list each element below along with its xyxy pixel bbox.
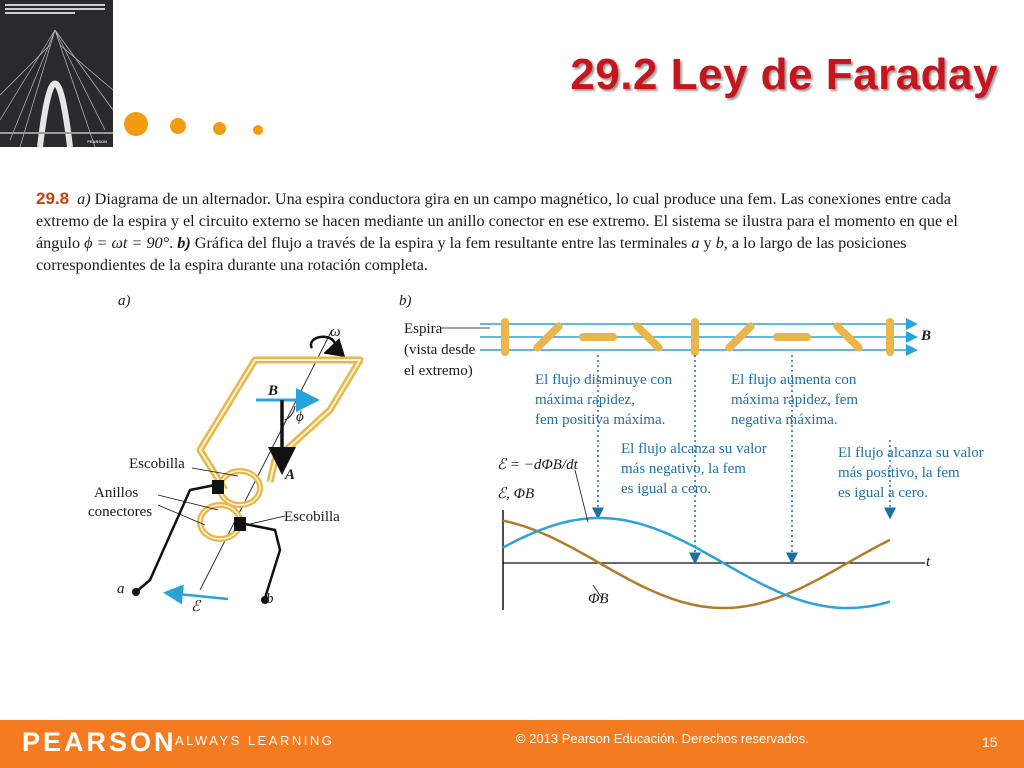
figure-caption bbox=[36, 188, 996, 276]
note-flux-increasing-l3: negativa máxima. bbox=[731, 412, 838, 428]
decorative-dot bbox=[213, 122, 226, 135]
figure-a-label: a) bbox=[118, 293, 131, 309]
figure-b-label: b) bbox=[399, 293, 412, 309]
alternator-diagram bbox=[80, 310, 380, 620]
espira-label-line3: el extremo) bbox=[404, 363, 473, 379]
terminal-b-label: b bbox=[266, 591, 274, 607]
espira-label-line2: (vista desde bbox=[404, 342, 476, 358]
a-vector-label: A bbox=[285, 467, 296, 483]
slide-title: 29.2 Ley de Faraday bbox=[570, 50, 998, 99]
footer-tagline: ALWAYS LEARNING bbox=[175, 733, 335, 748]
cover-publisher: PEARSON bbox=[87, 139, 107, 144]
note-flux-min-l2: más negativo, la fem bbox=[621, 461, 746, 477]
escobilla-bottom-label: Escobilla bbox=[284, 509, 340, 525]
note-flux-min-l3: es igual a cero. bbox=[621, 481, 711, 497]
note-flux-min-l1: El flujo alcanza su valor bbox=[621, 441, 767, 457]
caption-part-b: b) bbox=[177, 234, 191, 252]
decorative-dot bbox=[124, 112, 148, 136]
emf-label: ℰ bbox=[191, 599, 201, 615]
phi-label: ϕ bbox=[296, 409, 304, 425]
graph-t-axis-label: t bbox=[926, 554, 931, 570]
note-flux-decreasing-l2: máxima rapidez, bbox=[535, 392, 635, 408]
caption-text: . bbox=[169, 234, 178, 252]
caption-term-b: b bbox=[715, 234, 724, 252]
caption-term-a: a bbox=[691, 234, 700, 252]
bridge-image bbox=[0, 0, 113, 147]
caption-part-a: a) bbox=[77, 190, 91, 208]
escobilla-top-label: Escobilla bbox=[129, 456, 185, 472]
note-flux-increasing-l1: El flujo aumenta con bbox=[731, 372, 857, 388]
caption-text: y bbox=[699, 234, 716, 252]
anillos-label: Anillos bbox=[94, 485, 139, 501]
caption-equation: ϕ = ωt = 90° bbox=[84, 234, 170, 252]
terminal-a-label: a bbox=[117, 581, 125, 597]
emf-equation: ℰ = −dΦB/dt bbox=[497, 457, 578, 473]
decorative-dot bbox=[170, 118, 186, 134]
espira-label-line1: Espira bbox=[404, 321, 443, 337]
conectores-label: conectores bbox=[88, 504, 153, 520]
figure-number: 29.8 bbox=[36, 189, 70, 208]
decorative-dot bbox=[253, 125, 263, 135]
note-flux-decreasing-l3: fem positiva máxima. bbox=[535, 412, 666, 428]
omega-label: ω bbox=[330, 324, 341, 340]
note-flux-max-l2: más positivo, la fem bbox=[838, 465, 960, 481]
b-field-label: B bbox=[921, 328, 932, 344]
copyright-text: © 2013 Pearson Educación. Derechos reservados. bbox=[516, 731, 809, 746]
caption-text: , a lo largo de las posiciones correspondientes de la espira durante una rotación completa. bbox=[36, 234, 907, 274]
note-flux-increasing-l2: máxima rapidez, fem bbox=[731, 392, 859, 408]
caption-text: Diagrama de un alternador. Una espira conductora gira en un campo magnético, lo cual produce una fem. Las conexiones entre cada extremo de la espira y el circuito externo se hacen mediante un anillo conector en ese extremo. El sistema se ilustra para el momento en que el ángulo bbox=[36, 190, 958, 252]
b-vector-label: B bbox=[268, 383, 279, 399]
caption-text: Gráfica del flujo a través de la espira y la fem resultante entre las terminales bbox=[190, 234, 692, 252]
page-number: 15 bbox=[982, 734, 998, 750]
pearson-logo: PEARSON bbox=[22, 727, 177, 757]
note-flux-max-l1: El flujo alcanza su valor bbox=[838, 445, 984, 461]
note-flux-decreasing-l1: El flujo disminuye con bbox=[535, 372, 673, 388]
flux-curve-label: ΦB bbox=[588, 591, 609, 607]
flux-curve bbox=[503, 521, 890, 608]
book-cover-thumbnail bbox=[0, 0, 113, 147]
graph-y-axis-label: ℰ, ΦB bbox=[497, 486, 535, 502]
note-flux-max-l3: es igual a cero. bbox=[838, 485, 928, 501]
